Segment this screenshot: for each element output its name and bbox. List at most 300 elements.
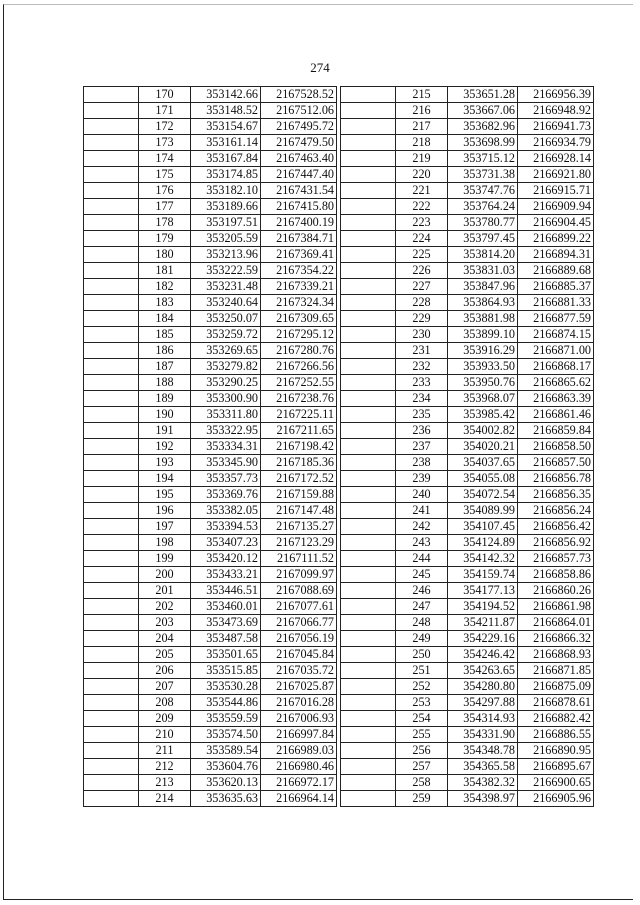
table-row: [84, 151, 337, 167]
empty-cell: [84, 759, 139, 775]
empty-cell: [341, 263, 396, 279]
point-number-cell: 195: [139, 487, 191, 503]
table-row: [84, 359, 337, 375]
x-coordinate-cell: 353620.13: [191, 775, 261, 791]
empty-cell: [84, 183, 139, 199]
y-coordinate-cell: 2167431.54: [261, 183, 337, 199]
x-coordinate-cell: 353501.65: [191, 647, 261, 663]
empty-cell: [84, 471, 139, 487]
x-coordinate-cell: 354382.32: [448, 775, 518, 791]
y-coordinate-cell: 2167495.72: [261, 119, 337, 135]
x-coordinate-cell: 353279.82: [191, 359, 261, 375]
table-row: [84, 135, 337, 151]
x-coordinate-cell: 353864.93: [448, 295, 518, 311]
table-row: [84, 279, 337, 295]
x-coordinate-cell: 353142.66: [191, 87, 261, 103]
y-coordinate-cell: 2166928.14: [518, 151, 594, 167]
table-row: [341, 135, 594, 151]
y-coordinate-cell: 2166989.03: [261, 743, 337, 759]
x-coordinate-cell: 353197.51: [191, 215, 261, 231]
x-coordinate-cell: 353651.28: [448, 87, 518, 103]
empty-cell: [84, 679, 139, 695]
empty-cell: [341, 103, 396, 119]
y-coordinate-cell: 2167185.36: [261, 455, 337, 471]
table-row: [84, 327, 337, 343]
point-number-cell: 209: [139, 711, 191, 727]
point-number-cell: 214: [139, 791, 191, 807]
empty-cell: [341, 535, 396, 551]
table-row: [341, 471, 594, 487]
y-coordinate-cell: 2166900.65: [518, 775, 594, 791]
x-coordinate-cell: 353881.98: [448, 311, 518, 327]
empty-cell: [341, 599, 396, 615]
point-number-cell: 194: [139, 471, 191, 487]
empty-cell: [84, 295, 139, 311]
x-coordinate-cell: 353250.07: [191, 311, 261, 327]
y-coordinate-cell: 2167159.88: [261, 487, 337, 503]
point-number-cell: 186: [139, 343, 191, 359]
point-number-cell: 247: [396, 599, 448, 615]
table-row: [341, 151, 594, 167]
empty-cell: [341, 695, 396, 711]
point-number-cell: 187: [139, 359, 191, 375]
table-row: [84, 791, 337, 807]
y-coordinate-cell: 2166856.35: [518, 487, 594, 503]
empty-cell: [84, 567, 139, 583]
x-coordinate-cell: 353345.90: [191, 455, 261, 471]
table-row: [84, 775, 337, 791]
point-number-cell: 249: [396, 631, 448, 647]
x-coordinate-cell: 353182.10: [191, 183, 261, 199]
y-coordinate-cell: 2167099.97: [261, 567, 337, 583]
table-row: [341, 567, 594, 583]
y-coordinate-cell: 2167479.50: [261, 135, 337, 151]
empty-cell: [341, 295, 396, 311]
empty-cell: [341, 199, 396, 215]
table-row: [84, 679, 337, 695]
point-number-cell: 199: [139, 551, 191, 567]
y-coordinate-cell: 2166863.39: [518, 391, 594, 407]
point-number-cell: 181: [139, 263, 191, 279]
empty-cell: [84, 663, 139, 679]
table-row: [341, 327, 594, 343]
table-row: [341, 423, 594, 439]
y-coordinate-cell: 2167295.12: [261, 327, 337, 343]
x-coordinate-cell: 353698.99: [448, 135, 518, 151]
table-row: [341, 311, 594, 327]
table-row: [341, 215, 594, 231]
x-coordinate-cell: 353473.69: [191, 615, 261, 631]
x-coordinate-cell: 353814.20: [448, 247, 518, 263]
empty-cell: [341, 167, 396, 183]
x-coordinate-cell: 354055.08: [448, 471, 518, 487]
point-number-cell: 216: [396, 103, 448, 119]
empty-cell: [84, 455, 139, 471]
point-number-cell: 223: [396, 215, 448, 231]
point-number-cell: 175: [139, 167, 191, 183]
x-coordinate-cell: 353382.05: [191, 503, 261, 519]
point-number-cell: 227: [396, 279, 448, 295]
point-number-cell: 205: [139, 647, 191, 663]
empty-cell: [341, 775, 396, 791]
x-coordinate-cell: 353515.85: [191, 663, 261, 679]
empty-cell: [341, 519, 396, 535]
x-coordinate-cell: 354159.74: [448, 567, 518, 583]
empty-cell: [84, 167, 139, 183]
point-number-cell: 190: [139, 407, 191, 423]
y-coordinate-cell: 2167384.71: [261, 231, 337, 247]
page-number: 274: [310, 60, 330, 75]
table-row: [84, 583, 337, 599]
table-row: [341, 519, 594, 535]
point-number-cell: 191: [139, 423, 191, 439]
table-row: [84, 567, 337, 583]
point-number-cell: 170: [139, 87, 191, 103]
empty-cell: [341, 247, 396, 263]
point-number-cell: 224: [396, 231, 448, 247]
point-number-cell: 171: [139, 103, 191, 119]
x-coordinate-cell: 353174.85: [191, 167, 261, 183]
y-coordinate-cell: 2166899.22: [518, 231, 594, 247]
x-coordinate-cell: 353460.01: [191, 599, 261, 615]
table-row: [341, 375, 594, 391]
point-number-cell: 233: [396, 375, 448, 391]
point-number-cell: 179: [139, 231, 191, 247]
y-coordinate-cell: 2166980.46: [261, 759, 337, 775]
x-coordinate-cell: 354348.78: [448, 743, 518, 759]
point-number-cell: 192: [139, 439, 191, 455]
point-number-cell: 241: [396, 503, 448, 519]
y-coordinate-cell: 2166859.84: [518, 423, 594, 439]
y-coordinate-cell: 2166865.62: [518, 375, 594, 391]
point-number-cell: 206: [139, 663, 191, 679]
empty-cell: [341, 551, 396, 567]
point-number-cell: 185: [139, 327, 191, 343]
empty-cell: [84, 615, 139, 631]
y-coordinate-cell: 2167111.52: [261, 551, 337, 567]
y-coordinate-cell: 2166856.24: [518, 503, 594, 519]
point-number-cell: 255: [396, 727, 448, 743]
x-coordinate-cell: 353780.77: [448, 215, 518, 231]
x-coordinate-cell: 354314.93: [448, 711, 518, 727]
table-row: [341, 599, 594, 615]
point-number-cell: 246: [396, 583, 448, 599]
table-row: [341, 359, 594, 375]
x-coordinate-cell: 353899.10: [448, 327, 518, 343]
table-row: [84, 167, 337, 183]
x-coordinate-cell: 353574.50: [191, 727, 261, 743]
y-coordinate-cell: 2166875.09: [518, 679, 594, 695]
x-coordinate-cell: 353322.95: [191, 423, 261, 439]
x-coordinate-cell: 353231.48: [191, 279, 261, 295]
table-row: [341, 119, 594, 135]
empty-cell: [341, 407, 396, 423]
empty-cell: [84, 231, 139, 247]
point-number-cell: 229: [396, 311, 448, 327]
point-number-cell: 183: [139, 295, 191, 311]
table-row: [84, 727, 337, 743]
x-coordinate-cell: 353747.76: [448, 183, 518, 199]
empty-cell: [341, 359, 396, 375]
y-coordinate-cell: 2166885.37: [518, 279, 594, 295]
empty-cell: [341, 487, 396, 503]
y-coordinate-cell: 2167447.40: [261, 167, 337, 183]
empty-cell: [84, 199, 139, 215]
table-row: [341, 391, 594, 407]
y-coordinate-cell: 2166889.68: [518, 263, 594, 279]
empty-cell: [84, 791, 139, 807]
empty-cell: [84, 487, 139, 503]
table-row: [84, 759, 337, 775]
table-row: [341, 503, 594, 519]
y-coordinate-cell: 2166866.32: [518, 631, 594, 647]
x-coordinate-cell: 354194.52: [448, 599, 518, 615]
y-coordinate-cell: 2166858.86: [518, 567, 594, 583]
table-row: [341, 615, 594, 631]
point-number-cell: 193: [139, 455, 191, 471]
empty-cell: [84, 743, 139, 759]
x-coordinate-cell: 353985.42: [448, 407, 518, 423]
point-number-cell: 248: [396, 615, 448, 631]
point-number-cell: 204: [139, 631, 191, 647]
y-coordinate-cell: 2167056.19: [261, 631, 337, 647]
y-coordinate-cell: 2167400.19: [261, 215, 337, 231]
empty-cell: [341, 663, 396, 679]
empty-cell: [341, 743, 396, 759]
table-row: [341, 87, 594, 103]
y-coordinate-cell: 2167045.84: [261, 647, 337, 663]
y-coordinate-cell: 2166964.14: [261, 791, 337, 807]
point-number-cell: 236: [396, 423, 448, 439]
table-row: [341, 743, 594, 759]
x-coordinate-cell: 353334.31: [191, 439, 261, 455]
y-coordinate-cell: 2167266.56: [261, 359, 337, 375]
x-coordinate-cell: 354297.88: [448, 695, 518, 711]
empty-cell: [84, 215, 139, 231]
y-coordinate-cell: 2166856.42: [518, 519, 594, 535]
table-row: [341, 631, 594, 647]
point-number-cell: 210: [139, 727, 191, 743]
empty-cell: [341, 615, 396, 631]
point-number-cell: 196: [139, 503, 191, 519]
y-coordinate-cell: 2167324.34: [261, 295, 337, 311]
x-coordinate-cell: 354002.82: [448, 423, 518, 439]
empty-cell: [84, 535, 139, 551]
y-coordinate-cell: 2166904.45: [518, 215, 594, 231]
point-number-cell: 173: [139, 135, 191, 151]
x-coordinate-cell: 353589.54: [191, 743, 261, 759]
y-coordinate-cell: 2166894.31: [518, 247, 594, 263]
point-number-cell: 176: [139, 183, 191, 199]
empty-cell: [341, 567, 396, 583]
point-number-cell: 243: [396, 535, 448, 551]
x-coordinate-cell: 354263.65: [448, 663, 518, 679]
x-coordinate-cell: 353290.25: [191, 375, 261, 391]
table-row: [84, 103, 337, 119]
point-number-cell: 203: [139, 615, 191, 631]
y-coordinate-cell: 2167463.40: [261, 151, 337, 167]
table-row: [84, 519, 337, 535]
point-number-cell: 201: [139, 583, 191, 599]
empty-cell: [341, 711, 396, 727]
point-number-cell: 197: [139, 519, 191, 535]
table-row: [84, 535, 337, 551]
y-coordinate-cell: 2166972.17: [261, 775, 337, 791]
y-coordinate-cell: 2167147.48: [261, 503, 337, 519]
x-coordinate-cell: 353420.12: [191, 551, 261, 567]
table-row: [341, 167, 594, 183]
y-coordinate-cell: 2167172.52: [261, 471, 337, 487]
empty-cell: [341, 183, 396, 199]
table-row: [84, 663, 337, 679]
point-number-cell: 252: [396, 679, 448, 695]
x-coordinate-cell: 353559.59: [191, 711, 261, 727]
table-row: [341, 247, 594, 263]
x-coordinate-cell: 354037.65: [448, 455, 518, 471]
y-coordinate-cell: 2166871.85: [518, 663, 594, 679]
point-number-cell: 207: [139, 679, 191, 695]
point-number-cell: 188: [139, 375, 191, 391]
y-coordinate-cell: 2166857.50: [518, 455, 594, 471]
point-number-cell: 208: [139, 695, 191, 711]
empty-cell: [341, 679, 396, 695]
x-coordinate-cell: 353259.72: [191, 327, 261, 343]
y-coordinate-cell: 2167066.77: [261, 615, 337, 631]
empty-cell: [84, 87, 139, 103]
empty-cell: [84, 727, 139, 743]
point-number-cell: 222: [396, 199, 448, 215]
y-coordinate-cell: 2166864.01: [518, 615, 594, 631]
x-coordinate-cell: 353950.76: [448, 375, 518, 391]
empty-cell: [84, 359, 139, 375]
point-number-cell: 253: [396, 695, 448, 711]
y-coordinate-cell: 2167123.29: [261, 535, 337, 551]
x-coordinate-cell: 353916.29: [448, 343, 518, 359]
point-number-cell: 250: [396, 647, 448, 663]
table-row: [84, 743, 337, 759]
x-coordinate-cell: 353357.73: [191, 471, 261, 487]
empty-cell: [84, 103, 139, 119]
x-coordinate-cell: 353269.65: [191, 343, 261, 359]
table-row: [84, 439, 337, 455]
table-row: [341, 407, 594, 423]
table-row: [341, 775, 594, 791]
y-coordinate-cell: 2166921.80: [518, 167, 594, 183]
y-coordinate-cell: 2167088.69: [261, 583, 337, 599]
table-row: [84, 391, 337, 407]
y-coordinate-cell: 2167512.06: [261, 103, 337, 119]
point-number-cell: 178: [139, 215, 191, 231]
table-row: [84, 455, 337, 471]
y-coordinate-cell: 2166874.15: [518, 327, 594, 343]
x-coordinate-cell: 353544.86: [191, 695, 261, 711]
table-row: [341, 487, 594, 503]
point-number-cell: 211: [139, 743, 191, 759]
empty-cell: [84, 375, 139, 391]
empty-cell: [84, 631, 139, 647]
table-row: [84, 423, 337, 439]
x-coordinate-cell: 353161.14: [191, 135, 261, 151]
point-number-cell: 213: [139, 775, 191, 791]
x-coordinate-cell: 353369.76: [191, 487, 261, 503]
table-row: [84, 87, 337, 103]
empty-cell: [84, 151, 139, 167]
point-number-cell: 237: [396, 439, 448, 455]
point-number-cell: 226: [396, 263, 448, 279]
table-row: [84, 119, 337, 135]
empty-cell: [84, 775, 139, 791]
y-coordinate-cell: 2166856.78: [518, 471, 594, 487]
empty-cell: [84, 647, 139, 663]
x-coordinate-cell: 353731.38: [448, 167, 518, 183]
point-number-cell: 240: [396, 487, 448, 503]
x-coordinate-cell: 354177.13: [448, 583, 518, 599]
y-coordinate-cell: 2166905.96: [518, 791, 594, 807]
x-coordinate-cell: 353764.24: [448, 199, 518, 215]
point-number-cell: 184: [139, 311, 191, 327]
table-row: [84, 711, 337, 727]
empty-cell: [84, 343, 139, 359]
table-row: [84, 631, 337, 647]
y-coordinate-cell: 2167225.11: [261, 407, 337, 423]
point-number-cell: 239: [396, 471, 448, 487]
table-row: [84, 183, 337, 199]
x-coordinate-cell: 353968.07: [448, 391, 518, 407]
y-coordinate-cell: 2166941.73: [518, 119, 594, 135]
table-row: [341, 343, 594, 359]
point-number-cell: 189: [139, 391, 191, 407]
x-coordinate-cell: 353446.51: [191, 583, 261, 599]
x-coordinate-cell: 354072.54: [448, 487, 518, 503]
table-row: [84, 247, 337, 263]
empty-cell: [341, 231, 396, 247]
point-number-cell: 217: [396, 119, 448, 135]
table-row: [84, 503, 337, 519]
point-number-cell: 238: [396, 455, 448, 471]
x-coordinate-cell: 354398.97: [448, 791, 518, 807]
y-coordinate-cell: 2166861.46: [518, 407, 594, 423]
empty-cell: [341, 215, 396, 231]
table-row: [84, 695, 337, 711]
y-coordinate-cell: 2166857.73: [518, 551, 594, 567]
x-coordinate-cell: 353154.67: [191, 119, 261, 135]
table-row: [341, 439, 594, 455]
x-coordinate-cell: 354280.80: [448, 679, 518, 695]
table-row: [84, 471, 337, 487]
point-number-cell: 230: [396, 327, 448, 343]
empty-cell: [84, 423, 139, 439]
empty-cell: [84, 263, 139, 279]
x-coordinate-cell: 354229.16: [448, 631, 518, 647]
x-coordinate-cell: 353604.76: [191, 759, 261, 775]
x-coordinate-cell: 353797.45: [448, 231, 518, 247]
x-coordinate-cell: 353189.66: [191, 199, 261, 215]
point-number-cell: 198: [139, 535, 191, 551]
y-coordinate-cell: 2166878.61: [518, 695, 594, 711]
y-coordinate-cell: 2167309.65: [261, 311, 337, 327]
y-coordinate-cell: 2166858.50: [518, 439, 594, 455]
point-number-cell: 219: [396, 151, 448, 167]
point-number-cell: 256: [396, 743, 448, 759]
x-coordinate-cell: 353407.23: [191, 535, 261, 551]
x-coordinate-cell: 353300.90: [191, 391, 261, 407]
empty-cell: [84, 583, 139, 599]
x-coordinate-cell: 354020.21: [448, 439, 518, 455]
x-coordinate-cell: 354246.42: [448, 647, 518, 663]
empty-cell: [341, 503, 396, 519]
y-coordinate-cell: 2166881.33: [518, 295, 594, 311]
table-row: [341, 295, 594, 311]
